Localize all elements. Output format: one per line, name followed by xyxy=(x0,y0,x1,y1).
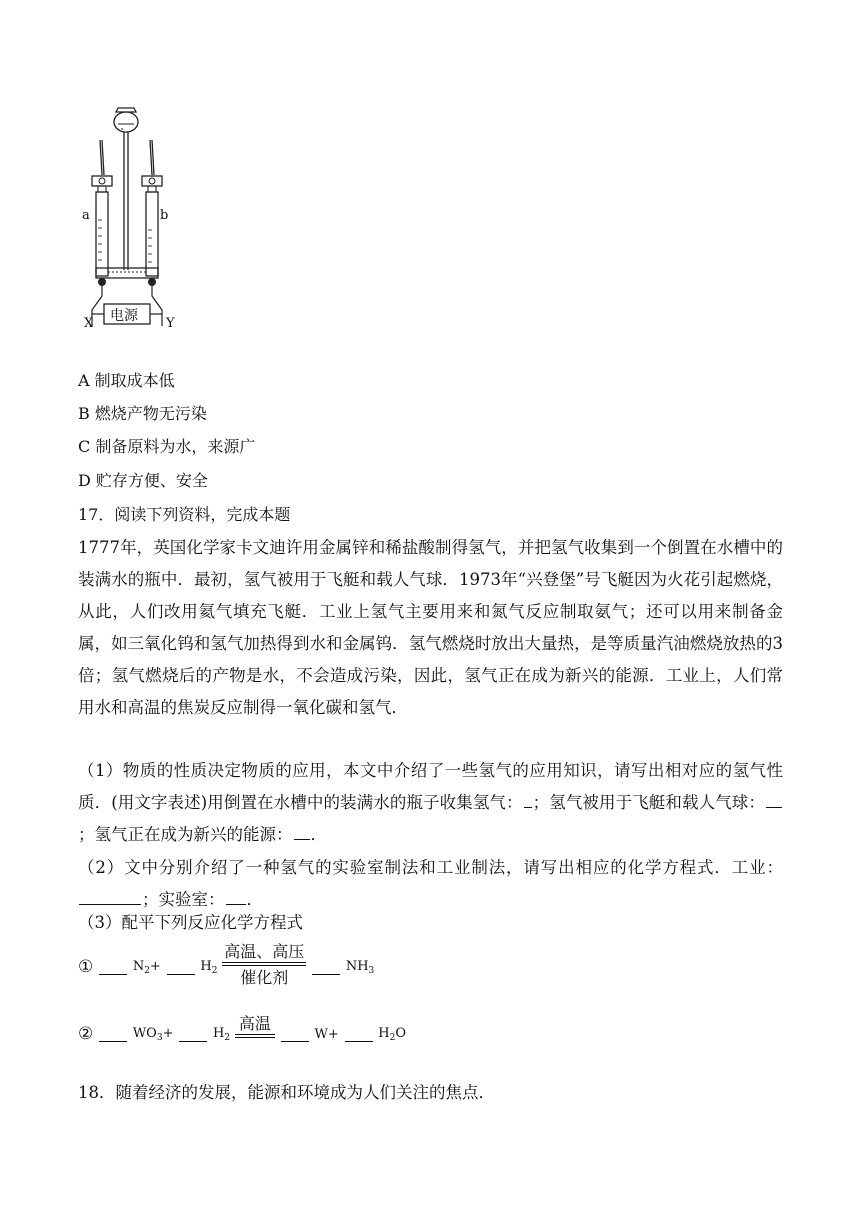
tube-a-label: a xyxy=(82,208,90,223)
part-1-prompt: （1）物质的性质决定物质的应用，本文中介绍了一些氢气的应用知识，请写出相对应的氢气性质．(用文字表述)用倒置在水槽中的装满水的瓶子收集氢气： xyxy=(78,761,783,812)
question-number: 17． xyxy=(78,505,115,524)
option-letter: A xyxy=(78,371,90,390)
question-17-part-1 xyxy=(78,755,783,851)
option-letter: D xyxy=(78,471,91,490)
equals-sign xyxy=(222,962,306,966)
option-b xyxy=(78,403,207,425)
option-text: 制备原料为水，来源广 xyxy=(95,437,256,456)
coefficient-blank[interactable] xyxy=(179,1027,207,1042)
part-3-text: （3）配平下列反应化学方程式 xyxy=(78,913,303,932)
terminal-y-label: Y xyxy=(166,316,175,331)
coefficient-blank[interactable] xyxy=(99,960,127,975)
passage-text: 1777年，英国化学家卡文迪许用金属锌和稀盐酸制得氢气，并把氢气收集到一个倒置在水槽中的装满水的瓶中．最初，氢气被用于飞艇和载人气球．1973年“兴登堡”号飞艇因为火花引起燃烧，从此，人们改用氦气填充飞艇．工业上氢气主要用来和氮气反应制取氨气；还可以用来制备金属，如三氧化钨和氢气加热得到水和金属钨．氢气燃烧时放出大量热，是等质量汽油燃烧放热的3倍；氢气燃烧后的产物是水，不会造成污染，因此，氢气正在成为新兴的能源．工业上，人们常用水和高温的焦炭反应制得一氧化碳和氢气． xyxy=(78,538,783,717)
answer-blank-lab[interactable] xyxy=(226,890,246,905)
part-1-text xyxy=(78,755,783,851)
part-1-prompt-c: ；氢气正在成为新兴的能源： xyxy=(78,825,293,844)
terminal-x-label: X xyxy=(84,316,94,331)
question-17-part-3 xyxy=(78,912,303,934)
option-a xyxy=(78,370,175,392)
option-d xyxy=(78,470,208,492)
coefficient-blank[interactable] xyxy=(345,1027,373,1042)
option-letter: B xyxy=(78,404,90,423)
reactant-n2: $N_2+$ xyxy=(132,958,161,976)
coefficient-blank[interactable] xyxy=(281,1027,309,1042)
option-c xyxy=(78,436,255,458)
reaction-condition: 高温 xyxy=(235,1014,275,1038)
product-h2o: $H_2O$ xyxy=(378,1025,407,1043)
coefficient-blank[interactable] xyxy=(167,960,195,975)
question-17-heading xyxy=(78,504,290,526)
reactant-h2: $H_2$ xyxy=(200,958,218,976)
question-text: 随着经济的发展，能源和环境成为人们关注的焦点． xyxy=(115,1083,495,1102)
equation-1 xyxy=(78,942,375,987)
question-17-passage xyxy=(78,532,783,724)
option-text: 贮存方便、安全 xyxy=(95,471,208,490)
question-title: 阅读下列资料，完成本题 xyxy=(114,505,291,524)
coefficient-blank[interactable] xyxy=(312,960,340,975)
tube-b-label: b xyxy=(160,208,169,223)
option-text: 制取成本低 xyxy=(94,371,175,390)
part-2-prompt: （2）文中分别介绍了一种氢气的实验室制法和工业制法，请写出相应的化学方程式．工业： xyxy=(78,858,783,877)
reaction-condition: 高温、高压 催化剂 xyxy=(224,942,305,987)
option-letter: C xyxy=(78,437,91,456)
product-w: W+ xyxy=(314,1026,339,1042)
part-2-prompt-b: ；实验室： xyxy=(142,890,225,909)
question-number: 18． xyxy=(78,1083,116,1102)
option-text: 燃烧产物无污染 xyxy=(94,404,207,423)
product-nh3: $NH_3$ xyxy=(345,958,375,976)
equation-number: ① xyxy=(78,957,94,977)
part-2-text xyxy=(78,852,783,916)
electrolysis-apparatus-figure xyxy=(78,100,188,332)
answer-blank-industrial[interactable] xyxy=(79,890,141,905)
power-source-label: 电源 xyxy=(110,308,138,324)
equation-number: ② xyxy=(78,1024,94,1044)
reactant-wo3: $WO_3+$ xyxy=(132,1025,174,1043)
coefficient-blank[interactable] xyxy=(99,1027,127,1042)
answer-blank-3[interactable] xyxy=(294,825,310,840)
equals-sign xyxy=(235,1034,275,1038)
part-1-prompt-b: ；氢气被用于飞艇和载人气球： xyxy=(532,793,766,812)
equation-2 xyxy=(78,1014,407,1052)
reactant-h2: $H_2$ xyxy=(213,1025,231,1043)
electrolysis-apparatus-diagram xyxy=(78,100,188,332)
question-18 xyxy=(78,1082,495,1104)
question-17-part-2 xyxy=(78,852,783,916)
answer-blank-2[interactable] xyxy=(766,793,782,808)
part-2-end: ． xyxy=(246,890,263,909)
part-1-end: ． xyxy=(310,825,327,844)
answer-blank-1[interactable] xyxy=(524,793,532,808)
